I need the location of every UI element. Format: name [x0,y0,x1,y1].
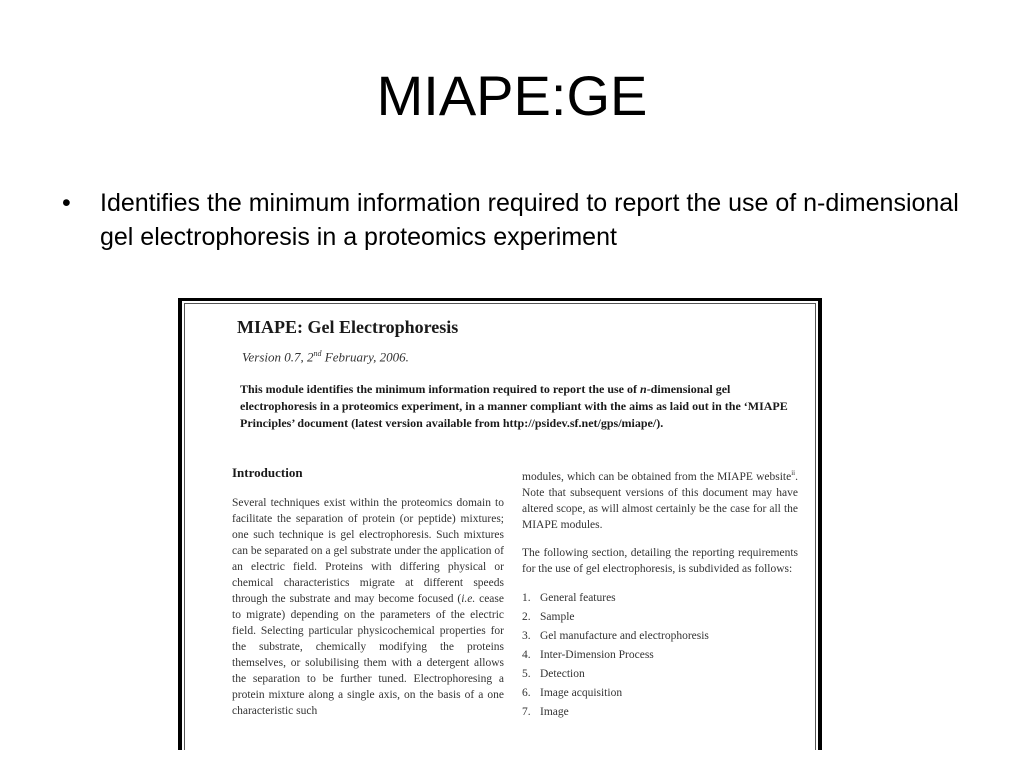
right-paragraph-2: The following section, detailing the reporting requirements for the use of gel electrophoresis, is subdivided as follows: [522,546,798,575]
bullet-item [62,186,962,254]
section-item [522,684,798,703]
introduction-heading: Introduction [232,465,303,480]
abstract-part2: -dimensional gel electrophoresis in a proteomics experiment, in a manner compliant with the aims as laid out in the ‘MIAPE Principles’ document (latest version available from http://psidev.sf.net/gps/miape/). [240,382,788,430]
section-label: Detection [540,667,585,680]
document-page [182,301,818,736]
right-text-b: . Note that subsequent versions of this document may have altered scope, as will almost certainly be the case for all the MIAPE modules. [522,470,798,531]
section-number: 6. [522,686,531,699]
abstract-part1: This module identifies the minimum information required to report the use of [240,382,640,396]
document-image [178,298,822,750]
section-item [522,665,798,684]
section-number: 3. [522,629,531,642]
right-paragraph-1 [522,465,798,533]
intro-text-b: cease to migrate) depending on the parameters of the electric field. Selecting particular physicochemical properties for the substrate, chemically modifying the proteins themselves, or solubilising them with a detergent allows the separation to be further tuned. Electrophoresing a protein mixture along a single axis, on the basis of a one characteristic such [232,593,504,717]
document-abstract [240,381,800,432]
slide-title: MIAPE:GE [376,64,648,127]
document-title: MIAPE: Gel Electrophoresis [237,317,459,337]
intro-text-italic: i.e. [461,593,476,605]
version-prefix: Version 0.7, 2 [242,349,314,365]
version-suffix: February, 2006. [321,349,409,365]
section-label: Inter-Dimension Process [540,648,654,661]
section-item [522,703,798,722]
right-text-sup: ii [791,469,796,477]
section-number: 5. [522,667,531,680]
section-label: Gel manufacture and electrophoresis [540,629,709,642]
section-number: 1. [522,591,531,604]
right-column [522,465,798,722]
section-item [522,646,798,665]
version-sup: nd [313,349,322,358]
section-item [522,627,798,646]
left-column [232,465,504,731]
bullet-mark: • [62,189,71,217]
section-number: 4. [522,648,531,661]
section-item [522,608,798,627]
section-label: Image acquisition [540,686,623,699]
section-number: 7. [522,705,531,718]
intro-text-a: Several techniques exist within the proteomics domain to facilitate the separation of protein (or peptide) mixtures; one such technique is gel electrophoresis. Such mixtures can be separated on a gel substrate under the application of an electric field. Proteins with differing physical or chemical characteristics migrate at different speeds through the substrate and may become focused ( [232,497,504,605]
section-label: Image [540,705,569,718]
document-version [242,349,409,365]
section-label: Sample [540,610,575,623]
section-number: 2. [522,610,531,623]
section-list [522,589,798,722]
bullet-text: Identifies the minimum information required to report the use of n-dimensional gel electrophoresis in a proteomics experiment [100,189,959,251]
section-item [522,589,798,608]
section-label: General features [540,591,616,604]
abstract-italic: n [640,382,647,396]
right-text-a: modules, which can be obtained from the MIAPE website [522,470,792,483]
introduction-paragraph [232,495,504,719]
